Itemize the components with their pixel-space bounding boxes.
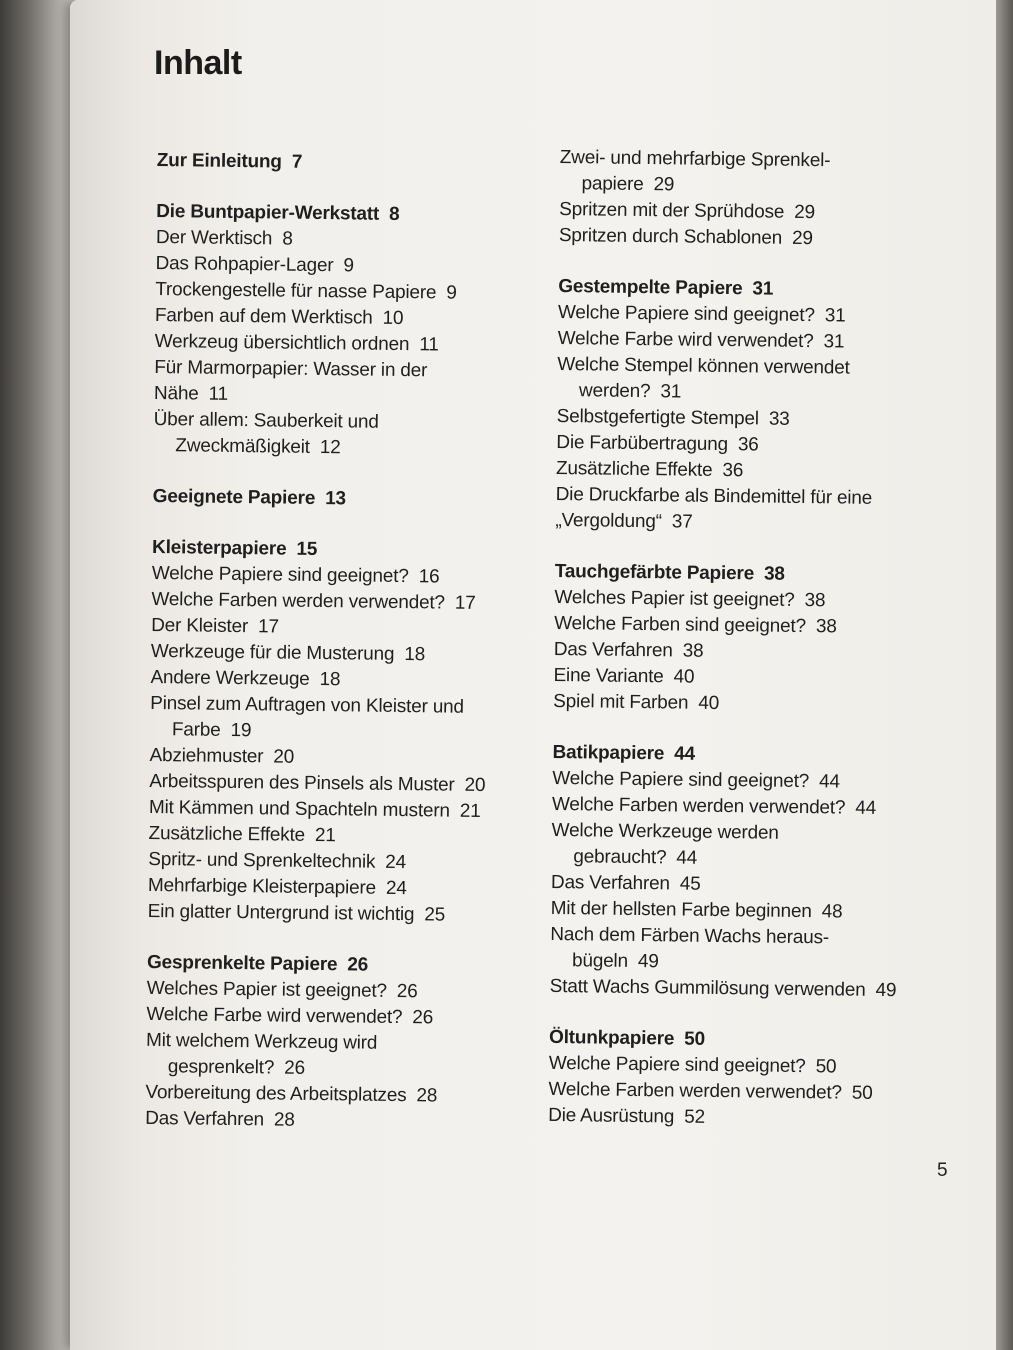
toc-entry-text: Die Ausrüstung xyxy=(548,1104,675,1128)
section-heading-text: Zur Einleitung xyxy=(156,149,282,173)
toc-entry-page: 25 xyxy=(424,904,446,926)
toc-entry-page: 12 xyxy=(319,437,341,459)
toc-entry-page: 18 xyxy=(404,644,426,666)
toc-entry-continuation-text: bügeln xyxy=(571,950,629,972)
section-heading xyxy=(157,148,547,179)
toc-entry xyxy=(146,1028,537,1085)
section-heading-page: 13 xyxy=(325,488,346,510)
toc-entry-text: Arbeitsspuren des Pinsels als Muster xyxy=(149,770,455,796)
toc-entry-text: Statt Wachs Gummilösung verwenden xyxy=(549,975,866,1001)
toc-entry-text: Die Farbübertragung xyxy=(556,431,729,456)
toc-section xyxy=(157,148,547,179)
toc-entry-page: 29 xyxy=(791,227,813,250)
toc-entry-text: Welche Farbe wird verwendet? xyxy=(557,327,814,353)
toc-entry-page: 31 xyxy=(824,305,846,327)
toc-entry-text: Das Rohpapier-Lager xyxy=(155,252,334,277)
toc-entry-text: Die Druckfarbe als Bindemittel für eine xyxy=(555,483,873,509)
section-heading-page: 8 xyxy=(388,203,400,225)
toc-entry xyxy=(154,355,545,412)
toc-left-column xyxy=(145,148,547,1137)
toc-section xyxy=(550,740,953,1005)
toc-entry-text: Der Kleister xyxy=(151,614,249,638)
toc-entry-text: Spiel mit Farben xyxy=(553,690,689,714)
toc-entry-page: 17 xyxy=(257,616,279,638)
toc-entry-page: 21 xyxy=(459,800,481,823)
toc-entry-page: 20 xyxy=(464,774,486,797)
toc-entry xyxy=(553,689,953,720)
toc-entry-continuation xyxy=(153,433,543,464)
toc-entry-page: 45 xyxy=(679,873,701,895)
section-heading-page: 7 xyxy=(291,151,303,173)
toc-entry-text: Ein glatter Untergrund ist wichtig xyxy=(147,900,415,926)
toc-entry-text: Das Verfahren xyxy=(553,638,673,662)
toc-entry-page: 31 xyxy=(660,381,682,403)
toc-entry-page: 26 xyxy=(284,1057,306,1079)
toc-entry-page: 21 xyxy=(314,824,336,847)
toc-section xyxy=(553,559,955,720)
toc-entry xyxy=(559,145,960,202)
toc-entry-text: Vorbereitung des Arbeitsplatzes xyxy=(145,1081,407,1107)
toc-entry xyxy=(551,818,952,875)
section-heading-text: Geeignete Papiere xyxy=(152,485,316,509)
toc-entry-text: Welche Farben werden verwendet? xyxy=(151,588,445,614)
section-heading-page: 50 xyxy=(684,1028,706,1050)
toc-entry-text: Zwei- und mehrfarbige Sprenkel- xyxy=(559,146,831,172)
toc-entry-continuation-text: gesprenkelt? xyxy=(167,1056,275,1079)
toc-entry-page: 44 xyxy=(676,847,698,869)
toc-entry-text: Abziehmuster xyxy=(149,744,264,768)
toc-entry-page: 18 xyxy=(319,669,341,691)
toc-entry-text: Welches Papier ist geeignet? xyxy=(146,977,387,1002)
section-heading-page: 38 xyxy=(763,563,785,585)
toc-entry-text: Pinsel zum Auftragen von Kleister und xyxy=(150,692,464,718)
toc-entry-text: Mit Kämmen und Spachteln mustern xyxy=(148,796,450,822)
section-heading-page: 15 xyxy=(296,538,318,560)
toc-entry-page: 29 xyxy=(794,201,816,224)
toc-entry xyxy=(555,482,956,539)
toc-entry-page: 38 xyxy=(804,590,826,612)
toc-entry xyxy=(548,1103,948,1134)
toc-entry-continuation-text: papiere xyxy=(581,173,644,196)
toc-entry-page: 44 xyxy=(855,797,877,819)
section-heading-text: Die Buntpapier-Werkstatt xyxy=(156,200,380,225)
toc-entry xyxy=(550,922,951,979)
toc-entry-text: Zusätzliche Effekte xyxy=(148,822,306,846)
toc-entry xyxy=(148,899,538,930)
toc-entry-text: Über allem: Sauberkeit und xyxy=(153,408,379,433)
toc-entry-page: 50 xyxy=(815,1056,837,1078)
toc-section xyxy=(145,950,537,1137)
toc-entry-text: Für Marmorpapier: Wasser in der xyxy=(154,356,428,382)
toc-section xyxy=(555,274,958,539)
toc-entry-page: 49 xyxy=(875,979,897,1002)
toc-entry-text: Welche Papiere sind geeignet? xyxy=(557,301,815,327)
toc-entry-text: Trockengestelle für nasse Papiere xyxy=(155,278,437,304)
toc-entry-text: Welche Werkzeuge werden xyxy=(551,819,779,844)
toc-entry-text: Mit der hellsten Farbe beginnen xyxy=(550,897,812,923)
toc-entry-continuation-text: „Vergoldung“ xyxy=(555,509,662,533)
toc-entry-text: Welche Papiere sind geeignet? xyxy=(548,1052,806,1078)
section-heading-text: Batikpapiere xyxy=(552,741,665,765)
toc-entry-text: Nach dem Färben Wachs heraus- xyxy=(550,923,830,949)
section-heading-text: Gesprenkelte Papiere xyxy=(146,951,338,976)
toc-entry-page: 29 xyxy=(653,174,675,196)
section-heading-page: 44 xyxy=(674,743,696,765)
toc-entry-text: Spritzen durch Schablonen xyxy=(558,224,783,249)
toc-entry-page: 33 xyxy=(768,408,790,430)
toc-entry-text: Spritz- und Sprenkeltechnik xyxy=(148,848,376,873)
toc-entry-page: 44 xyxy=(818,771,840,793)
toc-entry-page: 8 xyxy=(282,228,293,250)
page-number: 5 xyxy=(937,1160,948,1181)
toc-entry-text: Welche Farben sind geeignet? xyxy=(554,612,807,638)
toc-entry-page: 36 xyxy=(722,460,744,482)
section-heading-page: 26 xyxy=(347,954,369,976)
toc-entry-text: Werkzeuge für die Musterung xyxy=(150,640,395,665)
toc-section xyxy=(548,1025,949,1134)
toc-entry-text: Das Verfahren xyxy=(550,871,670,895)
section-heading-page: 31 xyxy=(752,278,774,300)
toc-entry-text: Spritzen mit der Sprühdose xyxy=(559,198,785,223)
toc-entry-page: 36 xyxy=(737,434,759,456)
page-edge-background xyxy=(996,0,1013,1350)
toc-entry xyxy=(557,352,958,409)
toc-entry-text: Farben auf dem Werktisch xyxy=(154,304,373,329)
toc-entry-page: 31 xyxy=(823,331,845,353)
toc-entry-text: Andere Werkzeuge xyxy=(150,666,310,690)
toc-entry-page: 49 xyxy=(637,951,659,973)
toc-entry-page: 11 xyxy=(208,383,229,405)
toc-entry-text: Mehrfarbige Kleisterpapiere xyxy=(147,874,377,899)
toc-entry-page: 9 xyxy=(446,282,457,304)
section-heading-text: Tauchgefärbte Papiere xyxy=(554,560,755,585)
toc-entry xyxy=(145,1106,535,1137)
toc-entry-page: 48 xyxy=(821,901,843,923)
toc-entry-text: Welches Papier ist geeignet? xyxy=(554,586,795,611)
toc-entry-continuation-text: Farbe xyxy=(171,719,221,741)
toc-section xyxy=(153,484,543,515)
page-title: Inhalt xyxy=(154,44,242,82)
toc-entry-text: Welche Stempel können verwendet xyxy=(557,353,850,379)
toc-entry-text: Der Werktisch xyxy=(155,226,273,250)
toc-entry-page: 17 xyxy=(454,592,476,614)
toc-entry-continuation-text: werden? xyxy=(578,380,651,403)
toc-section xyxy=(148,535,543,930)
toc-entry-text: Werkzeug übersichtlich ordnen xyxy=(154,330,410,356)
toc-entry-page: 16 xyxy=(418,566,440,588)
toc-entry-continuation-text: Zweckmäßigkeit xyxy=(175,435,310,458)
toc-entry-page: 20 xyxy=(273,746,295,768)
toc-entry-text: Mit welchem Werkzeug wird xyxy=(145,1029,378,1054)
toc-entry-text: Welche Farbe wird verwendet? xyxy=(146,1003,403,1029)
toc-entry-text: Zusätzliche Effekte xyxy=(555,457,713,481)
toc-entry-page: 40 xyxy=(673,666,695,688)
toc-section xyxy=(559,145,960,254)
toc-entry-page: 38 xyxy=(682,640,704,662)
toc-entry-page: 9 xyxy=(343,255,354,277)
toc-entry-page: 37 xyxy=(671,511,693,533)
toc-entry-page: 24 xyxy=(385,877,407,900)
toc-entry-page: 24 xyxy=(385,851,407,874)
toc-section xyxy=(153,199,546,464)
toc-entry-page: 40 xyxy=(698,692,720,714)
toc-entry-text: Welche Papiere sind geeignet? xyxy=(151,562,409,588)
toc-entry-page: 11 xyxy=(419,334,439,356)
toc-entry-page: 28 xyxy=(273,1109,295,1131)
toc-entry-page: 10 xyxy=(382,307,404,330)
toc-entry-page: 50 xyxy=(851,1082,873,1104)
toc-entry-continuation xyxy=(555,508,955,539)
toc-entry-page: 38 xyxy=(815,616,837,638)
toc-entry-page: 19 xyxy=(230,719,252,742)
section-heading-text: Öltunkpapiere xyxy=(548,1026,675,1050)
toc-entry-page: 26 xyxy=(412,1007,434,1029)
toc-entry-continuation-text: gebraucht? xyxy=(573,846,667,869)
section-heading xyxy=(153,484,543,515)
toc-entry xyxy=(559,223,959,254)
toc-entry xyxy=(550,974,950,1005)
toc-entry xyxy=(150,691,541,748)
toc-entry-text: Selbstgefertigte Stempel xyxy=(556,405,760,430)
toc-entry-text: Das Verfahren xyxy=(145,1107,265,1131)
toc-right-column xyxy=(548,145,960,1134)
toc-entry-page: 52 xyxy=(684,1106,706,1128)
toc-entry-text: Eine Variante xyxy=(553,664,664,688)
toc-entry-text: Welche Papiere sind geeignet? xyxy=(552,767,810,793)
toc-entry-continuation-text: Nähe xyxy=(153,382,199,405)
section-heading-text: Gestempelte Papiere xyxy=(558,275,743,300)
toc-entry-text: Welche Farben werden verwendet? xyxy=(548,1078,842,1104)
toc-entry-page: 28 xyxy=(416,1085,438,1107)
section-heading-text: Kleisterpapiere xyxy=(151,536,287,560)
toc-entry-text: Welche Farben werden verwendet? xyxy=(551,793,846,819)
toc-entry xyxy=(153,407,544,464)
toc-entry-page: 26 xyxy=(396,980,418,1003)
